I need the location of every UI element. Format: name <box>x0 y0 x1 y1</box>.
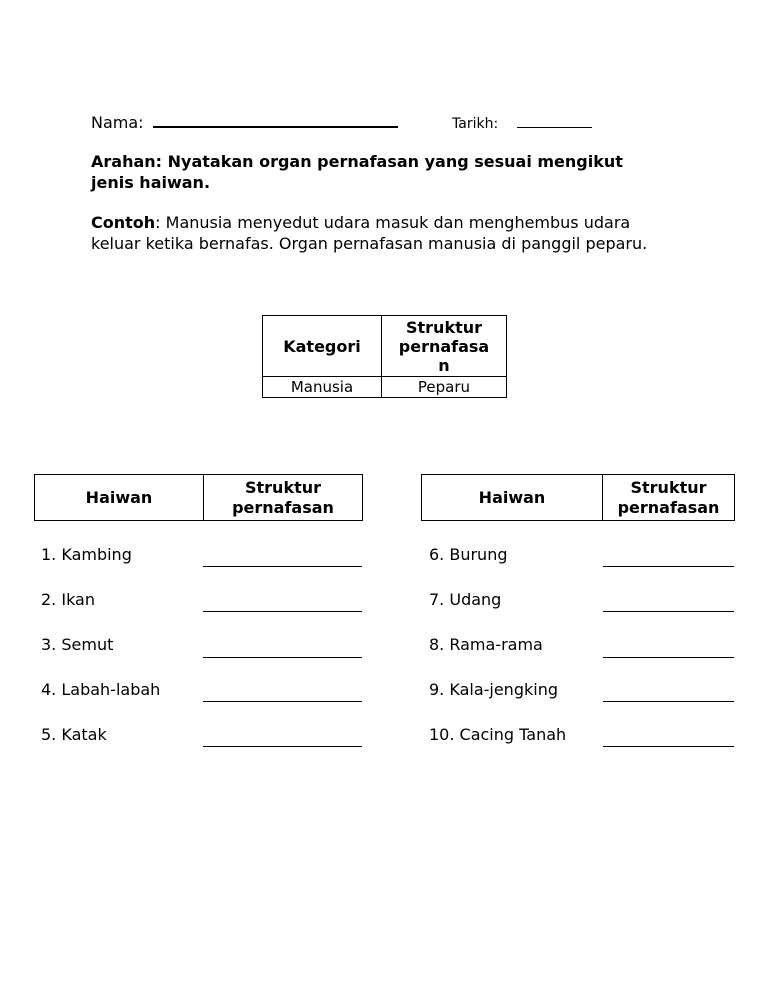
answer-line[interactable] <box>203 656 362 658</box>
left-col-haiwan: Haiwan <box>35 475 204 521</box>
tarikh-label: Tarikh: <box>452 116 499 132</box>
answer-line[interactable] <box>603 610 734 612</box>
nama-field[interactable] <box>153 110 398 128</box>
left-table-header <box>34 474 363 521</box>
example-col-struktur: Struktur pernafasa n <box>382 316 507 377</box>
answer-line[interactable] <box>603 700 734 702</box>
example-row-category: Manusia <box>263 377 382 398</box>
instruction-label: Arahan <box>91 152 156 171</box>
nama-row <box>91 110 398 132</box>
list-item: 6. Burung <box>429 545 508 564</box>
right-col-struktur: Struktur pernafasan <box>603 475 735 521</box>
example-text <box>91 212 671 254</box>
list-item: 5. Katak <box>41 725 107 744</box>
answer-line[interactable] <box>603 745 734 747</box>
list-item: 10. Cacing Tanah <box>429 725 567 744</box>
nama-label: Nama: <box>91 113 144 132</box>
list-item: 4. Labah-labah <box>41 680 161 699</box>
answer-line[interactable] <box>603 565 734 567</box>
list-item: 9. Kala-jengking <box>429 680 558 699</box>
left-col-struktur: Struktur pernafasan <box>204 475 363 521</box>
answer-line[interactable] <box>203 565 362 567</box>
list-item: 3. Semut <box>41 635 114 654</box>
tarikh-field[interactable] <box>517 113 592 128</box>
list-item: 2. Ikan <box>41 590 95 609</box>
example-table <box>262 315 507 398</box>
example-col-kategori: Kategori <box>263 316 382 377</box>
tarikh-row <box>452 113 592 132</box>
list-item: 8. Rama-rama <box>429 635 543 654</box>
answer-line[interactable] <box>203 700 362 702</box>
list-item: 7. Udang <box>429 590 502 609</box>
instruction <box>91 151 631 193</box>
example-label: Contoh <box>91 213 156 232</box>
right-table-header <box>421 474 735 521</box>
instruction-text: : Nyatakan organ pernafasan yang sesuai mengikut jenis haiwan. <box>91 152 623 192</box>
right-col-haiwan: Haiwan <box>422 475 603 521</box>
list-item: 1. Kambing <box>41 545 132 564</box>
answer-line[interactable] <box>603 656 734 658</box>
example-row-structure: Peparu <box>382 377 507 398</box>
example-body: : Manusia menyedut udara masuk dan menghembus udara keluar ketika bernafas. Organ pernafasan manusia di panggil peparu. <box>91 213 648 253</box>
answer-line[interactable] <box>203 745 362 747</box>
answer-line[interactable] <box>203 610 362 612</box>
